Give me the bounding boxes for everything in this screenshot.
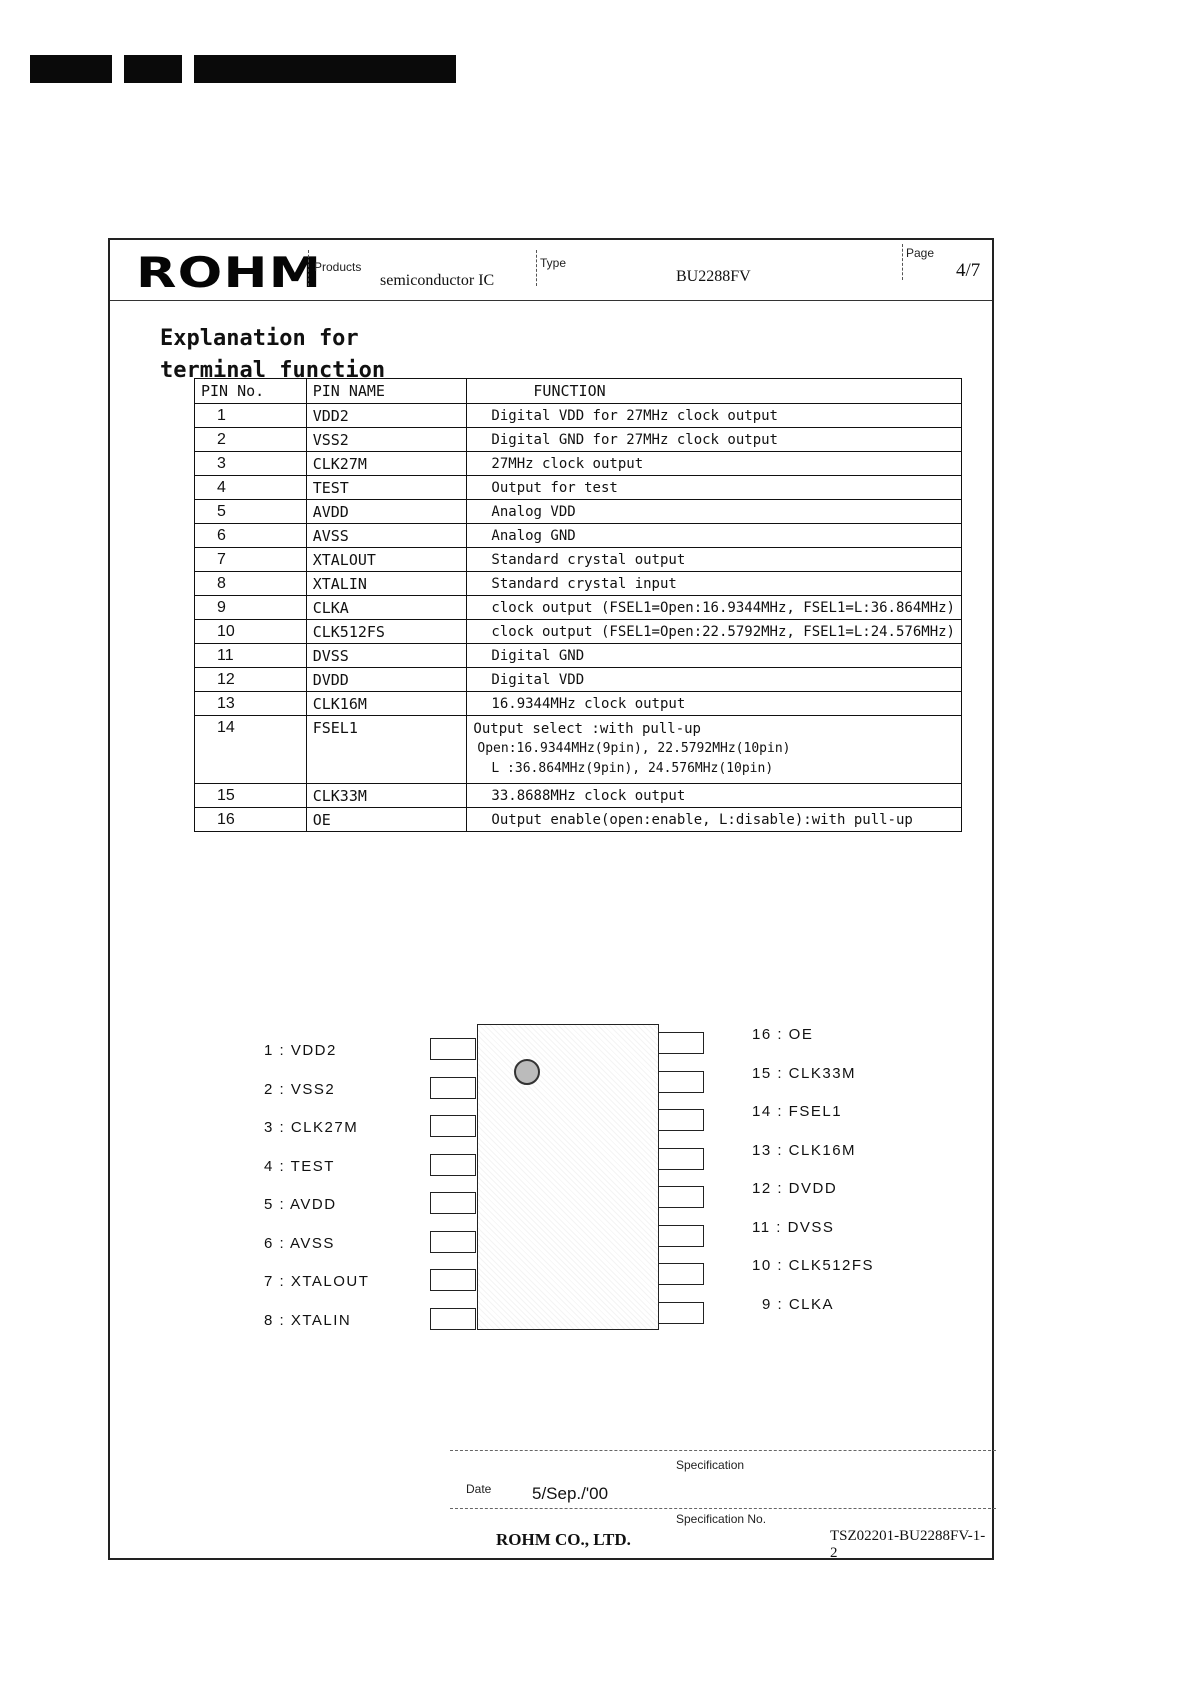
pin-function-cell: [467, 692, 962, 716]
header-divider: [536, 250, 537, 286]
table-row: [195, 692, 962, 716]
date-value: 5/Sep./'00: [532, 1484, 609, 1503]
rohm-logo: ROHM: [136, 248, 323, 297]
right-pin-lead: [658, 1032, 704, 1054]
left-pin-lead: [430, 1192, 476, 1214]
pin-number-cell: 15: [195, 784, 307, 808]
header-bar-3: [194, 55, 456, 83]
pin-number-cell: 14: [195, 716, 307, 784]
pin-function-cell: [467, 476, 962, 500]
pin-number-cell: 16: [195, 808, 307, 832]
pin-function-cell: [467, 500, 962, 524]
pin-name-cell: DVDD: [306, 668, 467, 692]
pin-function-cell: [467, 572, 962, 596]
function-text: clock output (FSEL1=Open:16.9344MHz, FSEL1=L:36.864MHz): [491, 599, 955, 616]
function-text: Standard crystal output: [491, 551, 686, 568]
products-value: semiconductor IC: [380, 272, 495, 289]
right-pin-label: 10 : CLK512FS: [752, 1257, 875, 1274]
pin-function-cell: [467, 428, 962, 452]
pin-number-cell: 11: [195, 644, 307, 668]
pin-function-cell: [467, 452, 962, 476]
header-divider: [902, 244, 903, 280]
pin-function-cell: [467, 620, 962, 644]
pin-function-cell: [467, 548, 962, 572]
left-pin-lead: [430, 1077, 476, 1099]
table-row: [195, 428, 962, 452]
table-row: [195, 716, 962, 784]
function-text: clock output (FSEL1=Open:22.5792MHz, FSEL1=L:24.576MHz): [491, 623, 955, 640]
pin-name-cell: VSS2: [306, 428, 467, 452]
right-pin-lead: [658, 1071, 704, 1093]
right-pin-label: 16 : OE: [752, 1026, 814, 1043]
footer-divider: [450, 1508, 996, 1509]
date-label: Date: [466, 1482, 492, 1496]
pin-name-cell: XTALIN: [306, 572, 467, 596]
left-pin-label: 3 : CLK27M: [264, 1119, 359, 1136]
right-pin-label: 13 : CLK16M: [752, 1141, 857, 1159]
footer-divider: [450, 1450, 996, 1451]
function-text: Output select :with pull-up: [473, 721, 701, 737]
left-pin-lead: [430, 1038, 476, 1060]
pin-name-cell: DVSS: [306, 644, 467, 668]
header-bar-2: [124, 55, 182, 83]
function-text: 27MHz clock output: [491, 455, 644, 472]
left-pin-lead: [430, 1154, 476, 1176]
table-row: [195, 668, 962, 692]
specification-number: TSZ02201-BU2288FV-1-2: [830, 1528, 986, 1561]
left-pin-label: 7 : XTALOUT: [264, 1273, 370, 1290]
right-pin-lead: [658, 1263, 704, 1285]
function-text: Digital GND: [491, 647, 585, 664]
table-row: [195, 620, 962, 644]
left-pin-lead: [430, 1269, 476, 1291]
pin-function-cell: [467, 808, 962, 832]
table-row: [195, 404, 962, 428]
pin1-marker: [514, 1059, 540, 1085]
section-title-line-1: Explanation for: [160, 326, 359, 351]
pin-function-cell: [467, 784, 962, 808]
function-text: 16.9344MHz clock output: [491, 695, 686, 712]
pin-rows: [195, 404, 962, 832]
pin-function-cell: [467, 668, 962, 692]
header-divider: [308, 250, 309, 286]
table-row: [195, 572, 962, 596]
type-label: Type: [540, 256, 567, 270]
left-pin-lead: [430, 1115, 476, 1137]
function-text: Open:16.9344MHz(9pin), 22.5792MHz(10pin): [477, 741, 791, 756]
table-row: [195, 596, 962, 620]
pin-name-cell: CLK27M: [306, 452, 467, 476]
right-pin-lead: [658, 1302, 704, 1324]
left-pin-label: 4 : TEST: [264, 1157, 335, 1175]
page-label: Page: [906, 246, 935, 260]
left-pin-label: 1 : VDD2: [264, 1042, 337, 1059]
pin-function-cell: [467, 524, 962, 548]
left-pin-label: 2 : VSS2: [264, 1080, 336, 1098]
table-row: [195, 784, 962, 808]
ic-package-body: [477, 1024, 659, 1330]
pin-name-cell: AVSS: [306, 524, 467, 548]
specification-number-label: Specification No.: [676, 1512, 767, 1526]
pin-number-cell: 9: [195, 596, 307, 620]
specification-label: Specification: [676, 1458, 745, 1472]
pin-number-cell: 8: [195, 572, 307, 596]
pin-number-cell: 3: [195, 452, 307, 476]
right-pin-label: 11 : DVSS: [752, 1218, 835, 1236]
right-pin-lead: [658, 1225, 704, 1247]
pin-number-cell: 12: [195, 668, 307, 692]
left-pin-label: 8 : XTALIN: [264, 1311, 352, 1329]
table-row: [195, 808, 962, 832]
pin-name-cell: OE: [306, 808, 467, 832]
pin-function-cell: [467, 596, 962, 620]
function-text: Standard crystal input: [491, 575, 677, 592]
pin-name-cell: CLKA: [306, 596, 467, 620]
function-text: Digital VDD for 27MHz clock output: [491, 407, 778, 424]
sheet-header: [110, 240, 992, 301]
table-row: [195, 524, 962, 548]
right-pin-label: 12 : DVDD: [752, 1180, 838, 1197]
table-row: [195, 452, 962, 476]
table-header-row: [195, 379, 962, 404]
left-pin-label: 5 : AVDD: [264, 1196, 337, 1213]
pin-number-cell: 1: [195, 404, 307, 428]
pin-name-cell: VDD2: [306, 404, 467, 428]
section-title-line-2: terminal function: [160, 358, 386, 383]
right-pin-lead: [658, 1186, 704, 1208]
pin-number-cell: 6: [195, 524, 307, 548]
pin-function-cell: [467, 716, 962, 784]
pin-name-cell: FSEL1: [306, 716, 467, 784]
column-header-function: FUNCTION: [467, 379, 962, 404]
left-pin-lead: [430, 1231, 476, 1253]
pin-number-cell: 4: [195, 476, 307, 500]
function-text: Analog GND: [491, 527, 576, 544]
function-text: 33.8688MHz clock output: [491, 787, 686, 804]
function-text: Digital VDD: [491, 671, 585, 688]
type-value: BU2288FV: [676, 268, 751, 285]
pin-function-cell: [467, 644, 962, 668]
column-header-pin-no: PIN No.: [195, 379, 307, 404]
function-text: Analog VDD: [491, 503, 576, 520]
company-name: ROHM CO., LTD.: [496, 1530, 631, 1549]
specification-sheet: [108, 238, 994, 1560]
table-row: [195, 476, 962, 500]
pin-number-cell: 13: [195, 692, 307, 716]
pin-number-cell: 5: [195, 500, 307, 524]
column-header-pin-name: PIN NAME: [306, 379, 467, 404]
table-row: [195, 500, 962, 524]
left-pin-label: 6 : AVSS: [264, 1234, 335, 1252]
pin-name-cell: CLK16M: [306, 692, 467, 716]
pin-function-cell: [467, 404, 962, 428]
left-pin-lead: [430, 1308, 476, 1330]
table-row: [195, 644, 962, 668]
page-number: 4/7: [956, 260, 981, 281]
right-pin-lead: [658, 1109, 704, 1131]
pin-number-cell: 2: [195, 428, 307, 452]
pin-number-cell: 7: [195, 548, 307, 572]
header-bar-1: [30, 55, 112, 83]
table-row: [195, 548, 962, 572]
right-pin-label: 14 : FSEL1: [752, 1103, 843, 1120]
function-text: Digital GND for 27MHz clock output: [491, 431, 778, 448]
right-pin-lead: [658, 1148, 704, 1170]
right-pin-label: 9 : CLKA: [762, 1295, 835, 1313]
pin-name-cell: CLK512FS: [306, 620, 467, 644]
pin-name-cell: CLK33M: [306, 784, 467, 808]
pin-name-cell: AVDD: [306, 500, 467, 524]
right-pin-label: 15 : CLK33M: [752, 1064, 857, 1082]
pin-name-cell: TEST: [306, 476, 467, 500]
pin-name-cell: XTALOUT: [306, 548, 467, 572]
pin-number-cell: 10: [195, 620, 307, 644]
function-text: Output enable(open:enable, L:disable):with pull-up: [491, 811, 913, 828]
function-text: Output for test: [491, 479, 618, 496]
function-text: L :36.864MHz(9pin), 24.576MHz(10pin): [491, 761, 774, 776]
pin-function-table: [194, 378, 962, 832]
products-label: Products: [314, 260, 362, 274]
